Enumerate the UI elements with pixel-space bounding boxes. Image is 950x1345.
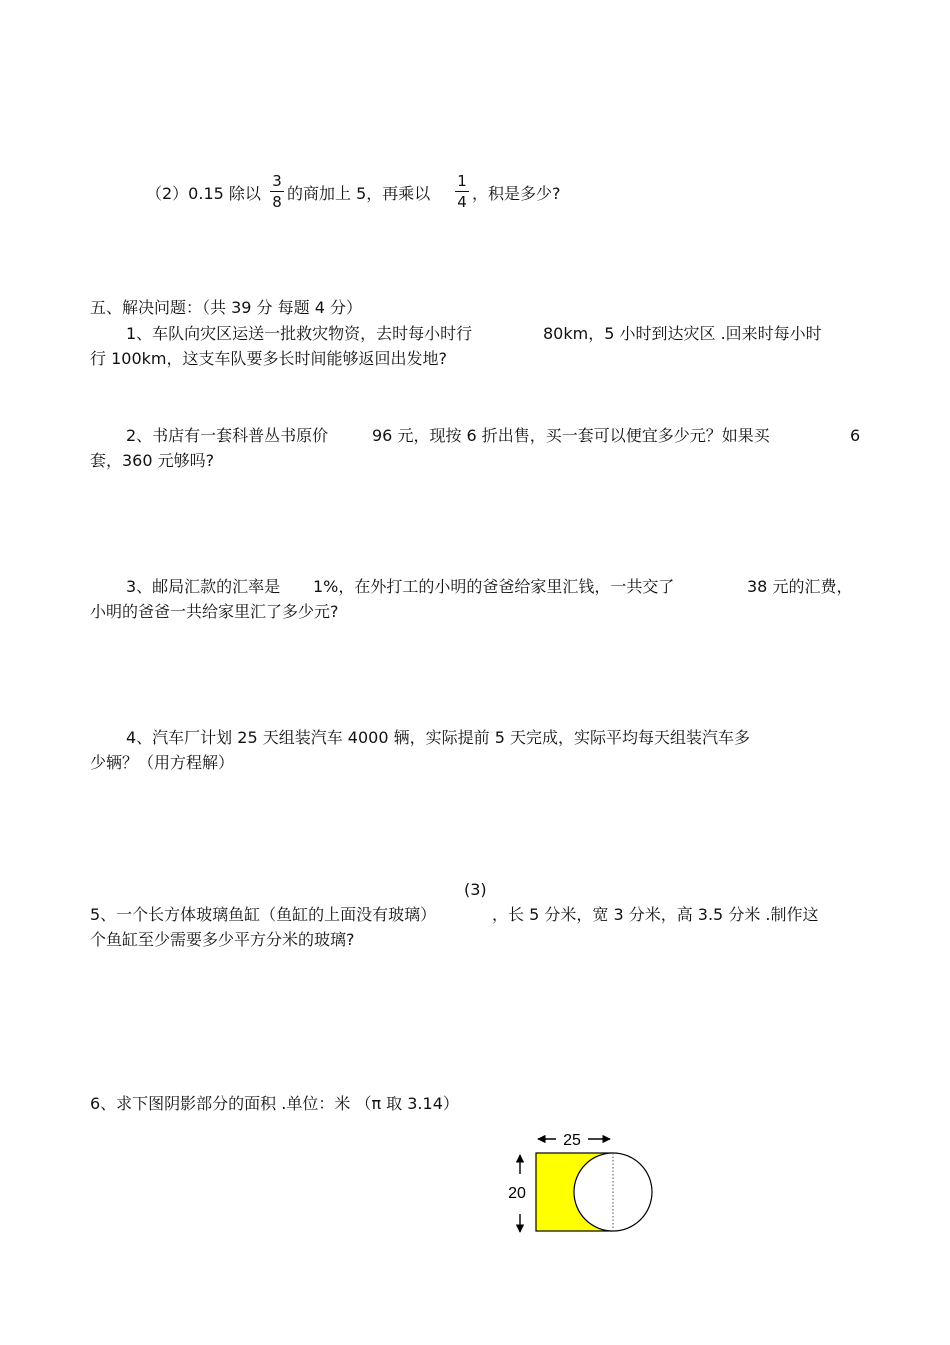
fraction-numerator: 3: [272, 172, 282, 190]
problem-1-line-2: 行 100km，这支车队要多长时间能够返回出发地?: [90, 349, 447, 368]
problem-2-line-1c: 6: [850, 426, 861, 445]
problem-3-line-2: 小明的爸爸一共给家里汇了多少元?: [90, 602, 339, 621]
problem-5-line-1a: 5、一个长方体玻璃鱼缸（鱼缸的上面没有玻璃）: [90, 905, 437, 924]
subquestion-2-part-b: 的商加上 5，再乘以: [287, 184, 431, 203]
problem-3-line-1c: 38 元的汇费，: [747, 577, 853, 596]
fraction-three-eighths: [270, 172, 284, 211]
problem-2-line-1a: 2、书店有一套科普丛书原价: [126, 426, 329, 445]
height-label: 20: [508, 1185, 526, 1202]
fraction-bar: [270, 191, 284, 192]
fraction-denominator: 4: [457, 193, 467, 211]
subquestion-2-part-c: ，积是多少?: [472, 184, 561, 203]
page-number: (3): [464, 880, 487, 899]
fraction-bar: [455, 191, 469, 192]
shaded-area-figure: [500, 1128, 660, 1238]
problem-4-line-2: 少辆？（用方程解）: [90, 753, 235, 772]
problem-6-line-1: 6、求下图阴影部分的面积 .单位：米 （π 取 3.14）: [90, 1094, 459, 1113]
problem-5-line-1b: ，长 5 分米，宽 3 分米，高 3.5 分米 .制作这: [492, 905, 819, 924]
fraction-denominator: 8: [272, 193, 282, 211]
width-label: 25: [563, 1132, 581, 1149]
problem-1-line-1a: 1、车队向灾区运送一批救灾物资，去时每小时行: [126, 324, 473, 343]
subquestion-2-part-a: （2）0.15 除以: [146, 184, 261, 203]
problem-1-line-1b: 80km，5 小时到达灾区 .回来时每小时: [543, 324, 822, 343]
fraction-numerator: 1: [457, 172, 467, 190]
problem-2-line-1b: 96 元，现按 6 折出售，买一套可以便宜多少元？如果买: [372, 426, 770, 445]
section-heading: 五、解决问题：（共 39 分 每题 4 分）: [90, 298, 362, 317]
problem-3-line-1a: 3、邮局汇款的汇率是: [126, 577, 281, 596]
problem-2-line-2: 套，360 元够吗?: [90, 451, 215, 470]
problem-4-line-1: 4、汽车厂计划 25 天组装汽车 4000 辆，实际提前 5 天完成，实际平均每天组装汽车多: [126, 728, 750, 747]
problem-3-line-1b: 1%，在外打工的小明的爸爸给家里汇钱，一共交了: [313, 577, 675, 596]
problem-5-line-2: 个鱼缸至少需要多少平方分米的玻璃?: [90, 930, 355, 949]
fraction-one-quarter: [455, 172, 469, 211]
